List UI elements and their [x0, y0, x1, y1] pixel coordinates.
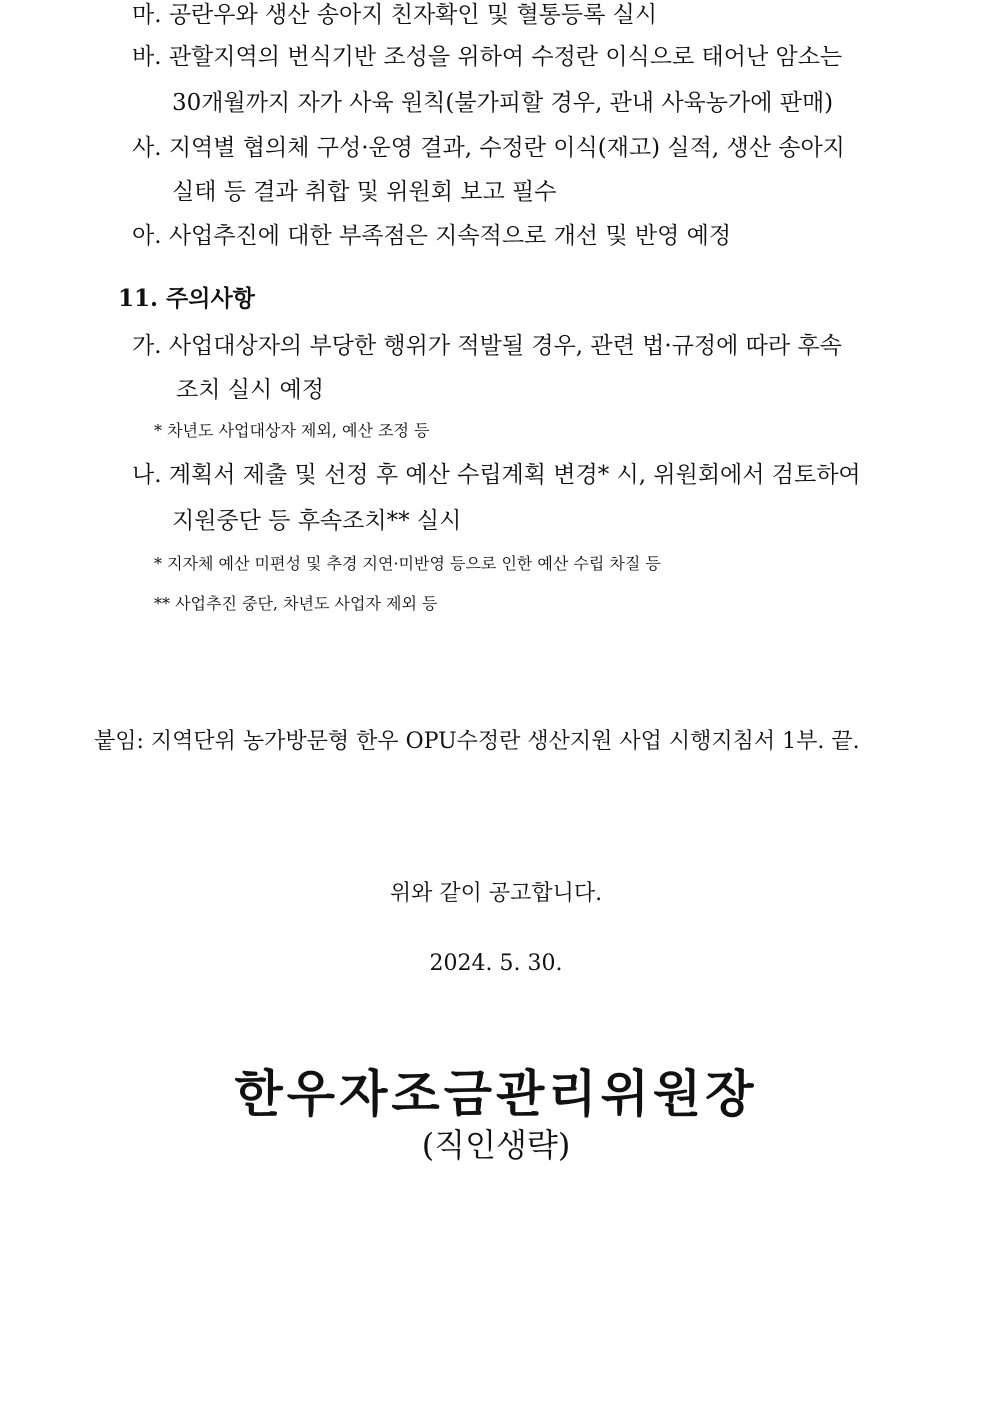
item-text: 사업추진에 대한 부족점은 지속적으로 개선 및 반영 예정 — [168, 223, 732, 249]
item-sa-cont — [172, 177, 556, 207]
item-ba-cont — [172, 88, 833, 118]
attachment-line: 붙임: 지역단위 농가방문형 한우 OPU수정란 생산지원 사업 시행지침서 1부. 끝. — [94, 729, 860, 754]
item-ba — [132, 42, 842, 72]
item-label: 사. — [132, 135, 162, 161]
item-text-cont: 30개월까지 자가 사육 원칙(불가피할 경우, 관내 사육농가에 판매) — [172, 90, 834, 116]
item-ga — [132, 331, 842, 361]
item-ma — [132, 0, 657, 30]
announcement: 위와 같이 공고합니다. — [389, 881, 603, 906]
item-text: 공란우와 생산 송아지 친자확인 및 혈통등록 실시 — [168, 2, 658, 28]
item-text-cont: 지원중단 등 후속조치** 실시 — [172, 508, 462, 534]
seal-note: (직인생략) — [421, 1126, 571, 1164]
item-text-cont: 실태 등 결과 취합 및 위원회 보고 필수 — [172, 179, 557, 205]
footnote: * 차년도 사업대상자 제외, 예산 조정 등 — [154, 421, 430, 440]
section-heading: 11. 주의사항 — [118, 285, 255, 312]
item-text: 사업대상자의 부당한 행위가 적발될 경우, 관련 법·규정에 따라 후속 — [168, 333, 842, 359]
item-label: 가. — [132, 333, 162, 359]
item-label: 아. — [132, 223, 162, 249]
footnote: * 지자체 예산 미편성 및 추경 지연·미반영 등으로 인한 예산 수립 차질 등 — [154, 554, 661, 573]
issuer-title: 한우자조금관리위원장 — [234, 1064, 758, 1123]
item-a — [132, 221, 731, 251]
item-na-cont — [172, 506, 461, 536]
item-label: 마. — [132, 2, 162, 28]
item-ga-cont — [176, 375, 324, 405]
footnote: ** 사업추진 중단, 차년도 사업자 제외 등 — [154, 594, 438, 613]
item-label: 나. — [132, 462, 162, 488]
item-text: 계획서 제출 및 선정 후 예산 수립계획 변경* 시, 위원회에서 검토하여 — [168, 462, 861, 488]
item-label: 바. — [132, 44, 162, 70]
item-sa — [132, 133, 845, 163]
item-text: 지역별 협의체 구성·운영 결과, 수정란 이식(재고) 실적, 생산 송아지 — [168, 135, 845, 161]
item-text: 관할지역의 번식기반 조성을 위하여 수정란 이식으로 태어난 암소는 — [168, 44, 843, 70]
item-na — [132, 460, 861, 490]
item-text-cont: 조치 실시 예정 — [176, 377, 324, 403]
date: 2024. 5. 30. — [429, 951, 563, 976]
